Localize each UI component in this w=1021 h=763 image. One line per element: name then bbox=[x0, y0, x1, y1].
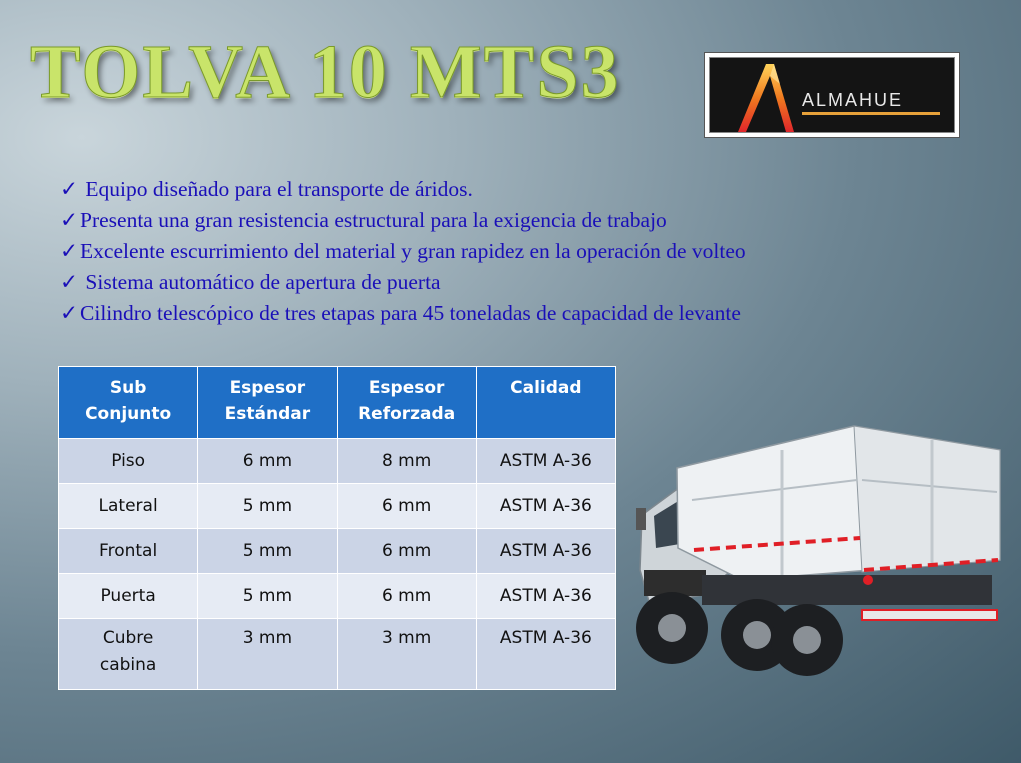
check-icon: ✓ bbox=[60, 270, 79, 294]
logo-underline bbox=[802, 112, 940, 115]
table-cell: Cubre cabina bbox=[59, 619, 198, 690]
page-title: TOLVA 10 MTS3 bbox=[30, 30, 621, 114]
logo-wordmark: ALMAHUE bbox=[802, 90, 904, 110]
feature-item: ✓ Equipo diseñado para el transporte de áridos. bbox=[60, 177, 473, 201]
feature-item: ✓Excelente escurrimiento del material y gran rapidez en la operación de volteo bbox=[60, 239, 746, 263]
check-icon: ✓ bbox=[60, 208, 79, 232]
table-cell: 6 mm bbox=[337, 574, 476, 619]
table-cell: 6 mm bbox=[198, 439, 337, 484]
table-row bbox=[59, 619, 616, 690]
table-cell: 6 mm bbox=[337, 529, 476, 574]
feature-list bbox=[60, 174, 746, 329]
table-cell: 8 mm bbox=[337, 439, 476, 484]
dump-truck-image bbox=[632, 420, 1002, 685]
spec-table bbox=[58, 366, 616, 690]
table-row bbox=[59, 484, 616, 529]
table-cell: ASTM A-36 bbox=[476, 484, 615, 529]
table-cell: 5 mm bbox=[198, 484, 337, 529]
header-calidad: Calidad bbox=[476, 367, 615, 439]
feature-item: ✓ Sistema automático de apertura de puerta bbox=[60, 270, 441, 294]
table-cell: 6 mm bbox=[337, 484, 476, 529]
feature-item: ✓Presenta una gran resistencia estructural para la exigencia de trabajo bbox=[60, 208, 667, 232]
table-cell: Puerta bbox=[59, 574, 198, 619]
check-icon: ✓ bbox=[60, 239, 79, 263]
table-cell: Frontal bbox=[59, 529, 198, 574]
table-cell: 5 mm bbox=[198, 574, 337, 619]
table-cell: Lateral bbox=[59, 484, 198, 529]
table-header-row bbox=[59, 367, 616, 439]
header-espesor-estandar: Espesor Estándar bbox=[198, 367, 337, 439]
table-cell: ASTM A-36 bbox=[476, 619, 615, 690]
company-logo bbox=[704, 52, 960, 138]
logo-mark-icon bbox=[734, 62, 798, 134]
table-cell: ASTM A-36 bbox=[476, 529, 615, 574]
check-icon: ✓ bbox=[60, 301, 79, 325]
table-row bbox=[59, 529, 616, 574]
table-cell: ASTM A-36 bbox=[476, 574, 615, 619]
header-espesor-reforzada: Espesor Reforzada bbox=[337, 367, 476, 439]
table-row bbox=[59, 439, 616, 484]
table-cell: 3 mm bbox=[198, 619, 337, 690]
check-icon: ✓ bbox=[60, 177, 79, 201]
feature-item: ✓Cilindro telescópico de tres etapas para 45 toneladas de capacidad de levante bbox=[60, 301, 741, 325]
table-cell: 3 mm bbox=[337, 619, 476, 690]
header-sub-conjunto: Sub Conjunto bbox=[59, 367, 198, 439]
table-cell: ASTM A-36 bbox=[476, 439, 615, 484]
table-row bbox=[59, 574, 616, 619]
table-cell: 5 mm bbox=[198, 529, 337, 574]
table-cell: Piso bbox=[59, 439, 198, 484]
